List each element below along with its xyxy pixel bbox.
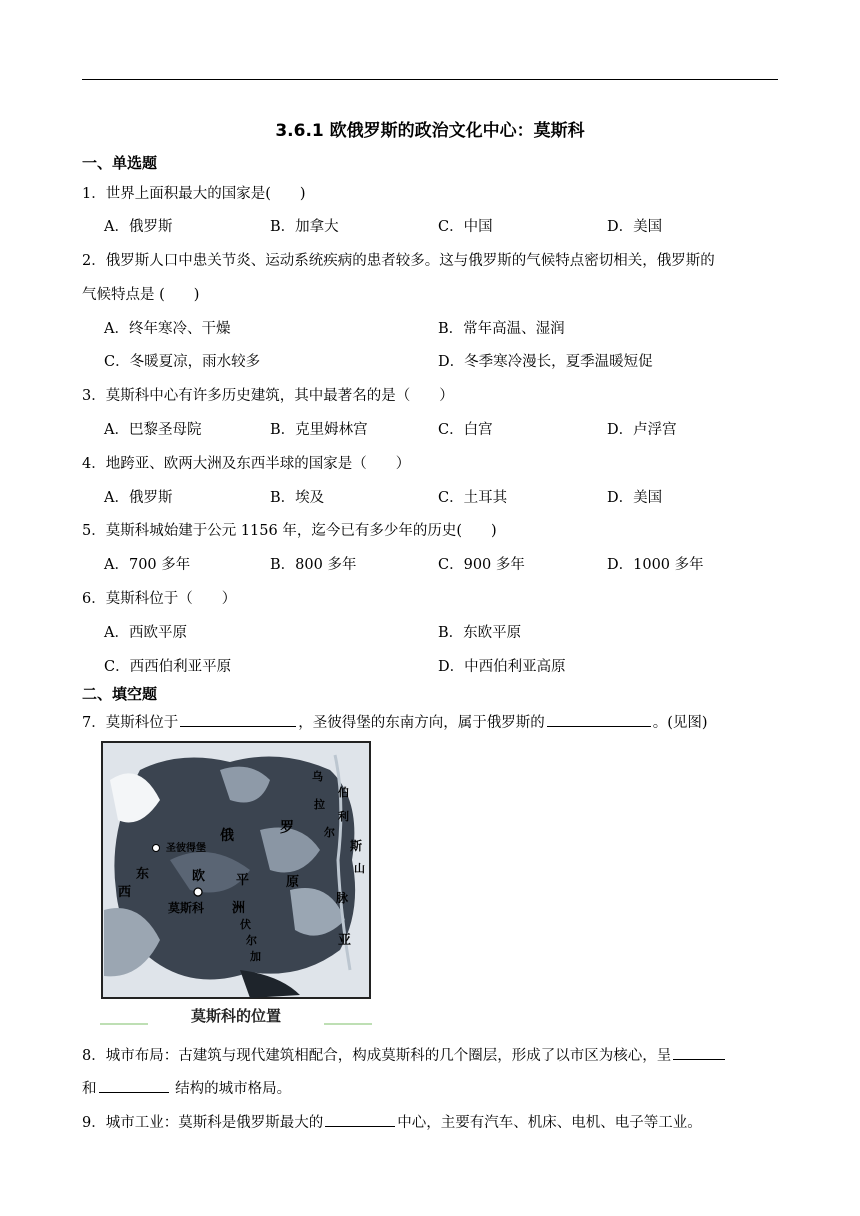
- question-5-option-a[interactable]: A．700 多年: [104, 557, 191, 573]
- question-8-text-2: 和: [82, 1081, 97, 1097]
- question-7-stem: [82, 711, 708, 732]
- map-label-la: 拉: [314, 798, 325, 811]
- question-3-option-d[interactable]: D．卢浮宫: [607, 422, 677, 438]
- question-4-option-a[interactable]: A．俄罗斯: [104, 490, 173, 506]
- question-4-option-d[interactable]: D．美国: [607, 490, 663, 506]
- map-label-er2: 尔: [246, 934, 257, 947]
- section-heading-single-choice: 一、单选题: [82, 154, 158, 172]
- map-label-li: 利: [338, 810, 349, 823]
- question-5-option-c[interactable]: C．900 多年: [438, 557, 525, 573]
- question-4-option-b[interactable]: B．埃及: [270, 490, 325, 506]
- question-6-option-b[interactable]: B．东欧平原: [438, 625, 522, 641]
- question-6-option-a[interactable]: A．西欧平原: [104, 625, 187, 641]
- map-label-yuan: 原: [286, 875, 300, 890]
- question-4-stem: 4．地跨亚、欧两大洲及东西半球的国家是（ ）: [82, 456, 411, 472]
- question-3-option-a[interactable]: A．巴黎圣母院: [104, 422, 202, 438]
- question-4-option-c[interactable]: C．土耳其: [438, 490, 508, 506]
- question-6-stem: 6．莫斯科位于（ ）: [82, 591, 237, 607]
- question-2-stem-line1: 2．俄罗斯人口中患关节炎、运动系统疾病的患者较多。这与俄罗斯的气候特点密切相关，俄罗斯的: [82, 253, 715, 269]
- map-label-ya: 亚: [338, 933, 352, 948]
- question-1-option-a[interactable]: A．俄罗斯: [104, 219, 173, 235]
- question-7-text-1: 7．莫斯科位于: [82, 715, 179, 731]
- question-8-line1: [82, 1044, 727, 1065]
- question-9-blank-1[interactable]: [325, 1112, 395, 1127]
- map-label-wu: 乌: [312, 770, 323, 783]
- question-7-blank-2[interactable]: [547, 712, 651, 727]
- moscow-location-map: [100, 740, 372, 1026]
- map-label-ou: 欧: [192, 869, 206, 884]
- map-label-jia: 加: [250, 950, 261, 963]
- question-9-text-1: 9．城市工业：莫斯科是俄罗斯最大的: [82, 1115, 324, 1131]
- map-label-luo: 罗: [280, 820, 294, 836]
- map-label-mai: 脉: [336, 891, 349, 905]
- question-6-option-d[interactable]: D．中西伯利亚高原: [438, 659, 566, 675]
- question-2-option-c[interactable]: C．冬暖夏凉，雨水较多: [104, 354, 261, 370]
- question-2-option-d[interactable]: D．冬季寒冷漫长，夏季温暖短促: [438, 354, 653, 370]
- question-6-option-c[interactable]: C．西西伯利亚平原: [104, 659, 232, 675]
- map-label-zhou: 洲: [232, 901, 246, 916]
- map-label-si: 斯: [350, 839, 363, 853]
- question-5-option-b[interactable]: B．800 多年: [270, 557, 357, 573]
- map-label-e: 俄: [220, 828, 234, 844]
- map-label-st-petersburg: 圣彼得堡: [166, 843, 206, 854]
- question-8-text-1: 8．城市布局：古建筑与现代建筑相配合，构成莫斯科的几个圈层，形成了以市区为核心，呈: [82, 1048, 672, 1064]
- map-label-ping: 平: [236, 873, 250, 888]
- question-1-option-b[interactable]: B．加拿大: [270, 219, 339, 235]
- page-title: 3.6.1 欧俄罗斯的政治文化中心：莫斯科: [275, 121, 585, 141]
- question-3-option-b[interactable]: B．克里姆林宫: [270, 422, 368, 438]
- map-label-dong: 东: [136, 867, 150, 882]
- map-label-fu: 伏: [240, 918, 251, 931]
- question-8-blank-2[interactable]: [99, 1078, 169, 1093]
- map-label-shan: 山: [354, 862, 365, 875]
- question-8-blank-1[interactable]: [673, 1045, 725, 1060]
- question-7-text-2: ，圣彼得堡的东南方向，属于俄罗斯的: [298, 715, 545, 731]
- header-rule: [82, 79, 778, 80]
- question-5-option-d[interactable]: D．1000 多年: [607, 557, 704, 573]
- question-9-text-2: 中心，主要有汽车、机床、电机、电子等工业。: [397, 1115, 702, 1131]
- question-8-line2: [82, 1077, 291, 1098]
- map-label-bo: 伯: [338, 786, 349, 799]
- map-label-er: 尔: [324, 826, 335, 839]
- question-1-option-d[interactable]: D．美国: [607, 219, 663, 235]
- map-caption: 莫斯科的位置: [190, 1007, 282, 1025]
- question-2-option-b[interactable]: B．常年高温、湿润: [438, 321, 565, 337]
- question-9-stem: [82, 1111, 702, 1132]
- question-5-stem: 5．莫斯科城始建于公元 1156 年，迄今已有多少年的历史( ): [82, 523, 497, 539]
- question-2-option-a[interactable]: A．终年寒冷、干燥: [104, 321, 231, 337]
- question-3-stem: 3．莫斯科中心有许多历史建筑，其中最著名的是（ ）: [82, 388, 454, 404]
- map-label-moscow: 莫斯科: [168, 901, 205, 915]
- question-7-blank-1[interactable]: [180, 712, 296, 727]
- question-1-option-c[interactable]: C．中国: [438, 219, 493, 235]
- question-2-stem-line2: 气候特点是 ( ): [82, 287, 200, 303]
- question-7-text-3: 。(见图): [652, 715, 708, 731]
- question-3-option-c[interactable]: C．白宫: [438, 422, 493, 438]
- section-heading-fill-blank: 二、填空题: [82, 685, 158, 703]
- map-label-xi: 西: [118, 885, 132, 900]
- question-1-stem: 1．世界上面积最大的国家是( ): [82, 186, 306, 202]
- question-8-text-3: 结构的城市格局。: [175, 1081, 292, 1097]
